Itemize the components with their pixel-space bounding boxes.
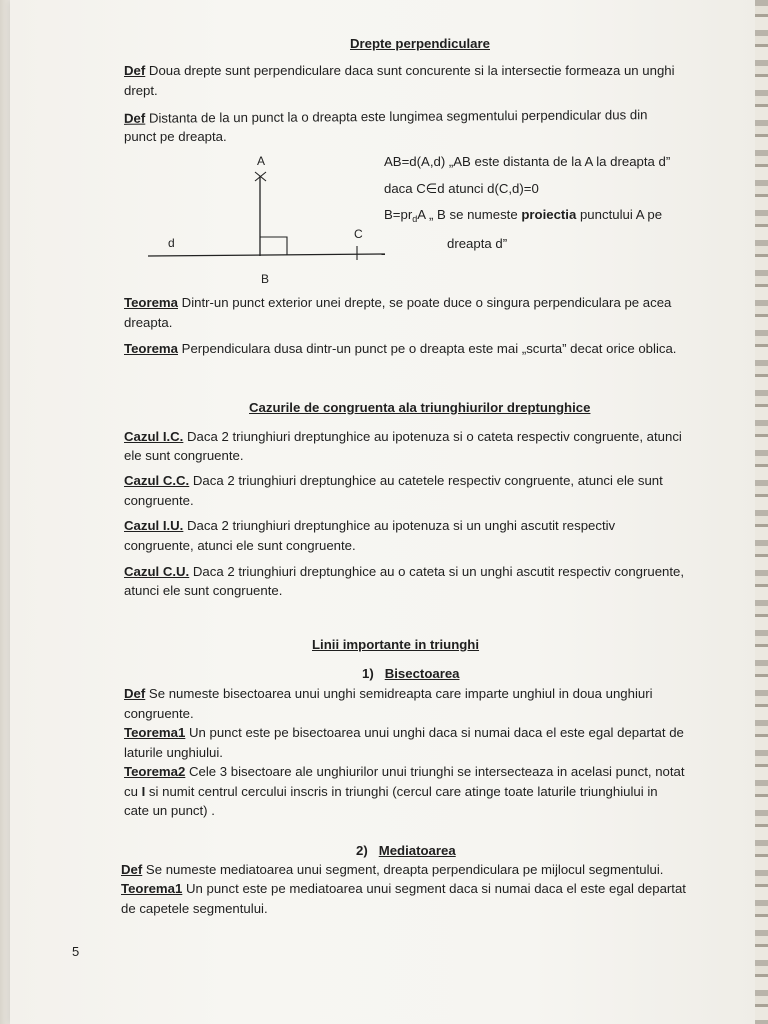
bisector-theorem1-cont: laturile unghiului. <box>124 745 223 760</box>
definition-perpendicular-lines-cont: drept. <box>124 83 158 98</box>
bisector-definition-cont: congruente. <box>124 706 194 721</box>
case-text: Daca 2 triunghiuri dreptunghice au ipotenuza si o cateta respectiv congruente, atunci <box>183 429 682 444</box>
theorem-label: Teorema1 <box>124 725 186 740</box>
figure-note-projection-cont: dreapta d” <box>447 236 508 251</box>
section-title-perpendicular: Drepte perpendiculare <box>350 36 490 51</box>
definition-distance <box>124 105 648 129</box>
def-text: Distanta de la un punct la o dreapta este lungimea segmentului perpendicular dus din <box>145 107 648 126</box>
def-text: Doua drepte sunt perpendiculare daca sunt concurente si la intersectie formeaza un unghi <box>145 63 675 78</box>
case-cu-cont: atunci ele sunt congruente. <box>124 583 283 598</box>
section-title-important-lines: Linii importante in triunghi <box>312 637 480 652</box>
theorem-label: Teorema1 <box>121 881 183 896</box>
theorem-text: Un punct este pe mediatoarea unui segment daca si numai daca el este egal departat <box>182 881 686 896</box>
figure-note-projection <box>384 205 662 229</box>
subsection-title: Bisectoarea <box>384 666 460 681</box>
subsection-bisector <box>362 664 460 684</box>
case-iu <box>124 516 615 536</box>
case-label: Cazul I.C. <box>124 429 184 444</box>
theorem-label: Teorema <box>124 341 178 356</box>
figure-note-point-on-line: daca C∈d atunci d(C,d)=0 <box>384 181 539 196</box>
theorem-single-perpendicular <box>124 293 671 313</box>
theorem-text: Cele 3 bisectoare ale unghiurilor unui triunghi se intersecteaza in acelasi punct, notat <box>185 764 685 779</box>
case-label: Cazul C.C. <box>124 473 190 488</box>
theorem-label: Teorema <box>124 295 178 310</box>
theorem-perpendicular-shortest <box>124 339 676 359</box>
page-edge-strip <box>755 0 768 1024</box>
subsection-perpendicular-bisector <box>356 841 456 861</box>
theorem-text: si numit centrul cercului inscris in triunghi (cercul care atinge toate laturile triunghiului in <box>145 784 658 799</box>
label-A: A <box>257 154 266 168</box>
note-bold: proiectia <box>521 207 577 222</box>
def-text: Se numeste bisectoarea unui unghi semidreapta care imparte unghiul in doua unghiuri <box>145 686 653 701</box>
perpendicular-figure <box>140 150 390 290</box>
median-theorem1 <box>121 879 686 899</box>
case-text: Daca 2 triunghiuri dreptunghice au ipotenuza si un unghi ascutit respectiv <box>183 518 616 533</box>
note-text: A „ B se numeste <box>417 207 522 222</box>
theorem-text: Un punct este pe bisectoarea unui unghi daca si numai daca el este egal departat de <box>185 725 684 740</box>
theorem-bold: I <box>141 784 146 799</box>
subsection-number: 1) <box>362 666 374 681</box>
note-text: B=pr <box>384 207 413 222</box>
subsection-title: Mediatoarea <box>378 843 456 858</box>
page-number: 5 <box>72 944 80 959</box>
bisector-theorem2-cont <box>124 782 658 802</box>
theorem-text: Dintr-un punct exterior unei drepte, se poate duce o singura perpendiculara pe acea <box>178 295 672 310</box>
bisector-theorem2 <box>124 762 685 782</box>
theorem-text: Perpendiculara dusa dintr-un punct pe o dreapta este mai „scurta” decat orice oblica. <box>178 341 677 356</box>
page-left-edge <box>0 0 10 1024</box>
label-B: B <box>261 272 270 286</box>
case-text: Daca 2 triunghiuri dreptunghice au o cateta si un unghi ascutit respectiv congruente, <box>189 564 685 579</box>
case-ic-cont: ele sunt congruente. <box>124 448 244 463</box>
def-label: Def <box>124 686 146 701</box>
theorem-single-perpendicular-cont: dreapta. <box>124 315 173 330</box>
def-label: Def <box>123 110 146 126</box>
theorem-text: cu <box>124 784 142 799</box>
case-iu-cont: congruente, atunci ele sunt congruente. <box>124 538 356 553</box>
label-C: C <box>354 227 363 241</box>
case-label: Cazul C.U. <box>124 564 190 579</box>
definition-perpendicular-lines <box>124 61 675 81</box>
line-d <box>148 254 385 256</box>
case-text: Daca 2 triunghiuri dreptunghice au catetele respectiv congruente, atunci ele sunt <box>189 473 663 488</box>
case-cc <box>124 471 663 491</box>
def-label: Def <box>124 63 146 78</box>
label-d: d <box>168 236 175 250</box>
figure-note-distance: AB=d(A,d) „AB este distanta de la A la dreapta d” <box>384 154 671 169</box>
case-label: Cazul I.U. <box>124 518 184 533</box>
right-angle-mark <box>260 237 287 255</box>
note-text: punctului A pe <box>576 207 663 222</box>
definition-distance-cont: punct pe dreapta. <box>124 129 227 144</box>
section-title-congruence-cases: Cazurile de congruenta ala triunghiurilor dreptunghice <box>249 400 591 415</box>
median-definition <box>121 860 663 880</box>
case-cc-cont: congruente. <box>124 493 194 508</box>
case-cu <box>124 562 684 582</box>
subsection-number: 2) <box>356 843 368 858</box>
note-subscript: d <box>412 214 418 224</box>
bisector-theorem2-end: cate un punct) . <box>124 803 215 818</box>
def-text: Se numeste mediatoarea unui segment, dreapta perpendiculara pe mijlocul segmentului. <box>142 862 664 877</box>
def-label: Def <box>121 862 143 877</box>
theorem-label: Teorema2 <box>124 764 186 779</box>
bisector-theorem1 <box>124 723 684 743</box>
median-theorem1-cont: de capetele segmentului. <box>121 901 268 916</box>
bisector-definition <box>124 684 653 704</box>
case-ic <box>124 427 682 447</box>
